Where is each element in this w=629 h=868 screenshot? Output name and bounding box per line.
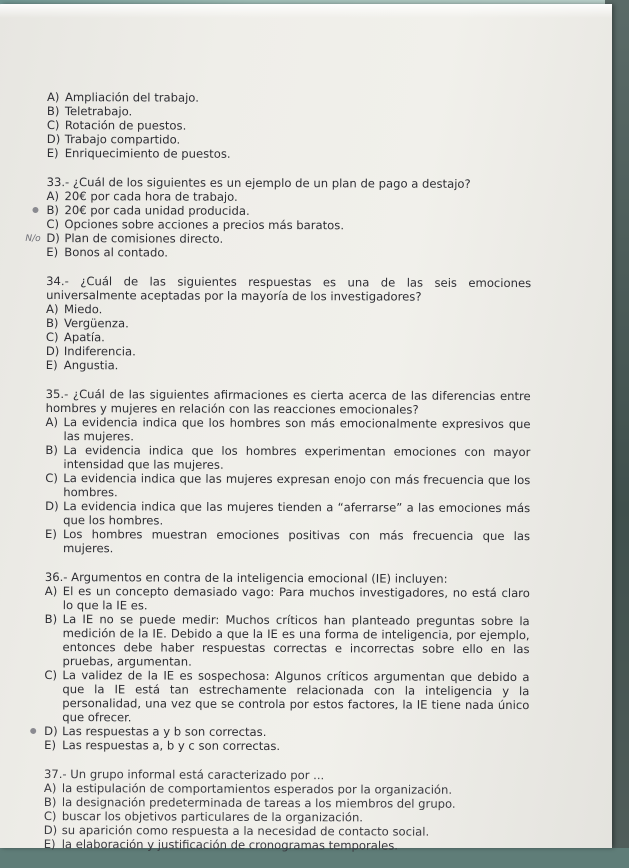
option-letter: E) xyxy=(46,244,59,260)
pencil-dot-mark xyxy=(30,728,36,734)
option-text: Las respuestas a y b son correctas. xyxy=(62,724,267,739)
option-letter: E) xyxy=(44,737,57,753)
option-letter: C) xyxy=(44,667,58,683)
option-c xyxy=(44,668,529,726)
option-letter: D) xyxy=(45,343,60,359)
option-letter: A) xyxy=(46,90,60,105)
option-text: La evidencia indica que las mujeres tienden a “aferrarse” a las emociones más que los hombres. xyxy=(63,499,531,528)
option-text: Opciones sobre acciones a precios más baratos. xyxy=(64,217,345,233)
option-letter: D) xyxy=(46,230,60,246)
option-letter: B) xyxy=(43,794,57,810)
option-letter: D) xyxy=(46,131,61,147)
option-letter: D) xyxy=(44,723,58,739)
question-37 xyxy=(44,767,529,853)
option-letter: A) xyxy=(46,301,59,317)
option-text: Ampliación del trabajo. xyxy=(64,90,199,105)
option-letter: E) xyxy=(45,357,58,373)
option-text: 20€ por cada unidad producida. xyxy=(64,203,250,218)
option-letter: E) xyxy=(43,836,56,852)
option-text: la designación predeterminada de tareas a los miembros del grupo. xyxy=(61,795,456,811)
previous-question-options xyxy=(47,90,532,162)
question-stem: 33.- ¿Cuál de los siguientes es un ejemplo de un plan de pago a destajo? xyxy=(46,174,471,191)
option-letter: A) xyxy=(43,780,57,796)
question-stem: 35.- ¿Cuál de las siguientes afirmaciones es cierta acerca de las diferencias entre hombres y mujeres en relación con las reacciones emocionales? xyxy=(45,386,531,417)
option-b xyxy=(45,443,530,473)
option-letter: C) xyxy=(45,470,58,486)
option-text: La evidencia indica que los hombres experimentan emociones con mayor intensidad que las mujeres. xyxy=(63,443,531,472)
option-letter: B) xyxy=(44,611,58,627)
question-stem: 37.- Un grupo informal está caracterizado por ... xyxy=(43,766,325,783)
question-35 xyxy=(45,387,531,557)
option-letter: C) xyxy=(46,117,60,133)
option-text: buscar los objetivos particulares de la organización. xyxy=(61,809,364,825)
option-text: La evidencia indica que los hombres son más emocionalmente expresivos que las mujeres. xyxy=(63,415,531,444)
question-34 xyxy=(46,274,531,374)
question-36 xyxy=(44,570,530,754)
option-text: Rotación de puestos. xyxy=(64,118,187,133)
option-e xyxy=(47,146,532,162)
option-c xyxy=(45,471,530,501)
option-e xyxy=(44,738,529,754)
option-letter: B) xyxy=(45,315,59,331)
option-letter: E) xyxy=(46,145,59,161)
option-text: Bonos al contado. xyxy=(64,245,168,260)
option-text: Vergüenza. xyxy=(63,316,129,331)
option-e xyxy=(44,837,529,853)
option-letter: A) xyxy=(44,583,58,599)
question-33 xyxy=(25,174,531,261)
option-text: 20€ por cada hora de trabajo. xyxy=(64,189,238,204)
option-letter: A) xyxy=(46,188,60,204)
option-text: La validez de la IE es sospechosa: Algunos críticos argumentan que debido a que la IE está tan estrechamente relacionada con la inteligencia y la personalidad, una vez que se controla por estos factores, la IE tiene nada único que ofrecer. xyxy=(62,668,530,725)
option-text: Miedo. xyxy=(64,302,103,317)
option-text: Indiferencia. xyxy=(63,344,136,359)
option-text: Angustia. xyxy=(63,358,119,373)
sheet-top-edge xyxy=(0,4,612,18)
option-d xyxy=(45,499,530,529)
option-text: Enriquecimiento de puestos. xyxy=(64,146,231,161)
option-text: la elaboración y justificación de cronogramas temporales. xyxy=(61,837,399,853)
option-letter: C) xyxy=(45,329,59,345)
option-e xyxy=(46,245,531,261)
option-b xyxy=(44,612,529,670)
option-a xyxy=(45,584,530,614)
option-e xyxy=(46,358,531,374)
option-letter: E) xyxy=(45,526,57,542)
option-text: Trabajo compartido. xyxy=(64,132,181,147)
option-letter: D) xyxy=(45,498,59,514)
option-letter: D) xyxy=(43,822,58,838)
pencil-dot-mark xyxy=(32,207,38,213)
exam-content xyxy=(25,90,532,868)
option-letter: B) xyxy=(45,442,58,458)
option-text: Los hombres muestran emociones positivas con más frecuencia que las mujeres. xyxy=(62,527,531,556)
option-text: su aparición como respuesta a la necesidad de contacto social. xyxy=(61,823,430,839)
question-stem: 34.- ¿Cuál de las siguientes respuestas es una de las seis emociones universalmente aceptadas por la mayoría de los investigadores? xyxy=(46,273,532,304)
option-letter: C) xyxy=(46,216,60,232)
option-text: El es un concepto demasiado vago: Para muchos investigadores, no está claro lo que la IE es. xyxy=(62,584,530,613)
option-text: Apatía. xyxy=(63,330,105,345)
option-text: La evidencia indica que las mujeres expresan enojo con más frecuencia que los hombres. xyxy=(63,471,531,500)
option-text: Teletrabajo. xyxy=(64,104,133,119)
option-text: Las respuestas a, b y c son correctas. xyxy=(62,738,281,754)
option-text: La IE no se puede medir: Muchos críticos han planteado preguntas sobre la medición de la IE. Debido a que la IE es una forma de inteligencia, por ejemplo, entonces debe haber respuestas correctas e incorrectas sobre ello en las pruebas, argumentan. xyxy=(62,612,530,669)
option-letter: B) xyxy=(46,202,59,218)
option-letter: C) xyxy=(43,808,57,824)
handwritten-note: N/o xyxy=(25,233,41,244)
option-text: Plan de comisiones directo. xyxy=(64,231,224,246)
option-letter: A) xyxy=(45,414,59,430)
option-a xyxy=(45,415,530,445)
option-letter: B) xyxy=(46,103,60,119)
option-text: la estipulación de comportamientos esperados por la organización. xyxy=(61,781,453,797)
question-stem: 36.- Argumentos en contra de la inteligencia emocional (IE) incluyen: xyxy=(44,569,448,586)
option-e xyxy=(45,527,530,557)
